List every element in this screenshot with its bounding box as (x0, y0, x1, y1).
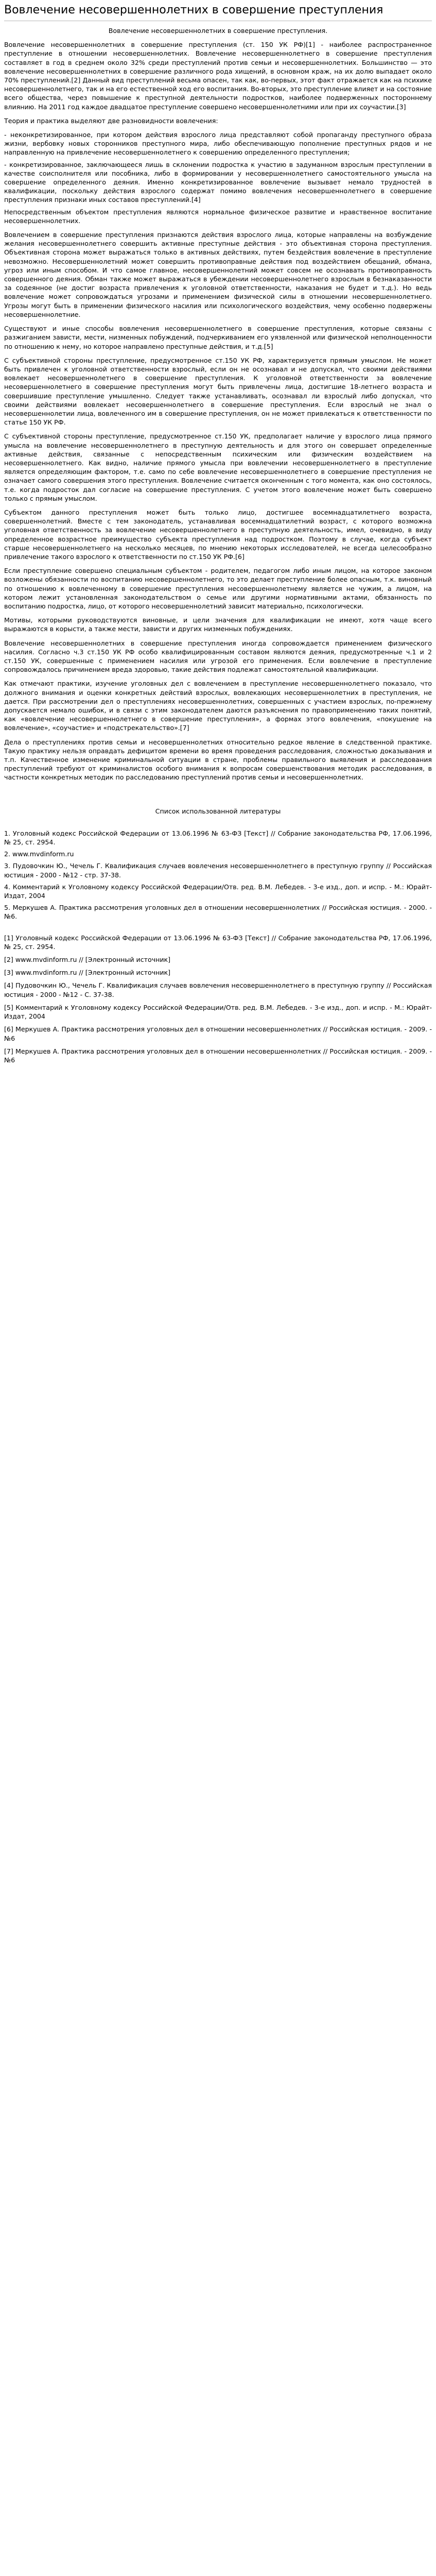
references-list (4, 829, 432, 921)
intro-paragraph: Вовлечение несовершеннолетних в совершение преступления (ст. 150 УК РФ)[1] - наиболее распространенное преступление в отношении несовершеннолетних. Вовлечение несовершеннолетнего в совершение преступления составляет в год в среднем около 32% среди преступлений против семьи и несовершеннолетних. Большинство — это вовлечение несовершеннолетних в совершение различного рода хищений, в основном краж, на их долю выпадает около 70% преступлений.[2] Данный вид преступлений весьма опасен, так как, во-первых, этот факт отражается как на психике несовершеннолетнего, так и на его естественной ход его воспитания. Во-вторых, это преступление влияет и на состояние всего общества, через повышение к преступной деятельности подростков, наиболее подверженных постороннему влиянию. На 2011 год каждое двадцатое преступление совершено несовершеннолетними или при их соучастии.[3] (4, 41, 432, 111)
reference-item: 2. www.mvdinform.ru (4, 850, 74, 858)
body-paragraph: Дела о преступлениях против семьи и несовершеннолетних относительно редкое явление в следственной практике. Такую практику нельзя оправдать дефицитом времени во время проведения расследования, сложностью доказывания и т.п. Качественное изменение криминальной ситуации в стране, проблемы правильного выявления и расследования преступлений требуют от криминалистов особого внимания к вопросам совершенствования методик расследования, в частности конкретных методик по расследованию преступлений против семьи и несовершеннолетних. (4, 738, 432, 782)
body-paragraph: Существуют и иные способы вовлечения несовершеннолетнего в совершение преступления, которые связаны с разжиганием зависти, мести, низменных побуждений, подчеркиванием его уязвленной или физической неполноценности по отношению к нему, но которое направлено преступные действия, и т.д.[5] (4, 325, 432, 350)
body-paragraph: Вовлечение несовершеннолетних в совершение преступления иногда сопровождается применением физического насилия. Согласно ч.3 ст.150 УК РФ особо квалифицированным составом являются деяния, предусмотренные ч.1 и 2 ст.150 УК, совершенные с применением насилия или угрозой его применения. Если вовлечение в преступление сопровождалось причинением вреда здоровью, такие действия подлежат самостоятельной квалификации. (4, 639, 432, 674)
reference-item: 3. Пудовочкин Ю., Чечель Г. Квалификация случаев вовлечения несовершеннолетнего в преступную группу // Российская юстиция - 2000 - №12 - стр. 37-38. (4, 862, 432, 879)
types-list (4, 130, 432, 205)
document-page (0, 0, 436, 1079)
type-item: - неконкретизированное, при котором действия взрослого лица представляют собой пропаганду преступного образа жизни, вербовку новых сторонников преступного мира, либо обеспечивающую пополнение преступных рядов и не направленную на привлечение несовершеннолетнего к совершению определенного преступления; (4, 131, 432, 157)
body-paragraph: Если преступление совершено специальным субъектом - родителем, педагогом либо иным лицом, на которое законом возложены обязанности по воспитанию несовершеннолетнего, то это делает преступление более опасным, т.к. виновный по отношению к вовлеченному в совершение преступления несовершеннолетнему является не чужим, а лицом, на котором лежит установленная законодательством о семье или другими нормативными актами, обязанность по воспитанию подростка, лицо, от которого несовершеннолетний зависит материально, психологически. (4, 567, 432, 610)
spacer (4, 787, 432, 807)
reference-item: 5. Меркушев А. Практика рассмотрения уголовных дел в отношении несовершеннолетних // Российская юстиция. - 2000. - №6. (4, 904, 432, 921)
body-paragraph: Непосредственным объектом преступления являются нормальное физическое развитие и нравственное воспитание несовершеннолетних. (4, 208, 432, 225)
spacer (4, 924, 432, 934)
types-lead-paragraph: Теория и практика выделяют две разновидности вовлечения: (4, 116, 218, 125)
reference-item: 1. Уголовный кодекс Российской Федерации от 13.06.1996 № 63-ФЗ [Текст] // Собрание законодательства РФ, 17.06.1996, № 25, ст. 2954. (4, 829, 432, 846)
body-paragraph: С субъективной стороны преступление, предусмотренное ст.150 УК РФ, характеризуется прямым умыслом. Не может быть привлечен к уголовной ответственности взрослый, если он не осознавал и не допускал, что своими действиями вовлекает несовершеннолетнего в совершение преступления. К уголовной ответственности за вовлечение несовершеннолетнего в совершение преступления могут быть привлечены лица, достигшие 18-летнего возраста и совершившие преступление умышленно. Следует также устанавливать, осознавал ли взрослый либо допускал, что своими действиями вовлекает несовершеннолетнего в совершение преступления. Если взрослый не знал о несовершеннолетии лица, вовлеченного им в совершение преступления, он не может привлекаться к ответственности по статье 150 УК РФ. (4, 356, 432, 427)
body-paragraph: Как отмечают практики, изучение уголовных дел с вовлечением в преступление несовершеннолетнего показало, что должного внимания и оценки конкретных действий взрослых, вовлекающих несовершеннолетних в преступления, не дается. При рассмотрении дел о преступлениях несовершеннолетних, совершенных с участием взрослых, по-прежнему допускается немало ошибок, и в связи с этим законодателем даются разъяснения по правоприменению таких понятий, как «вовлечение несовершеннолетнего в совершение преступления», а формах этого вовлечения, «покушение на вовлечение», «соучастие» и «подстрекательство».[7] (4, 680, 432, 732)
document-subtitle: Вовлечение несовершеннолетних в совершение преступления. (108, 27, 328, 35)
body-paragraph: Мотивы, которыми руководствуются виновные, и цели значения для квалификации не имеют, хотя чаще всего выражаются в корысти, а также мести, зависти и других низменных побуждениях. (4, 616, 432, 633)
reference-item: 4. Комментарий к Уголовному кодексу Российской Федерации/Отв. ред. В.М. Лебедев. - 3-е изд., доп. и испр. - М.: Юрайт-Издат, 2004 (4, 883, 432, 900)
footnotes-list (4, 934, 432, 1064)
footnote-item: [1] Уголовный кодекс Российской Федерации от 13.06.1996 № 63-ФЗ [Текст] // Собрание законодательства РФ, 17.06.1996, № 25, ст. 2954. (4, 934, 432, 951)
footnote-item: [3] www.mvdinform.ru // [Электронный источник] (4, 969, 171, 977)
footnote-item: [4] Пудовочкин Ю., Чечель Г. Квалификация случаев вовлечения несовершеннолетнего в преступную группу // Российская юстиция - 2000 - №12 - С. 37-38. (4, 981, 432, 998)
footnote-item: [6] Меркушев А. Практика рассмотрения уголовных дел в отношении несовершеннолетних // Российская юстиция. - 2009. - №6 (4, 1025, 432, 1042)
document-content (4, 26, 432, 1064)
body-paragraph: Субъектом данного преступления может быть только лицо, достигшее восемнадцатилетнего возраста, совершеннолетний. Вместе с тем законодатель, устанавливая восемнадцатилетний возраст, с которого возможна уголовная ответственность за вовлечение несовершеннолетнего в преступную деятельность, имел, очевидно, в виду определенное возрастное преимущество субъекта преступления над подростком. Поэтому в случае, когда субъект старше несовершеннолетнего на несколько месяцев, по мнению некоторых исследователей, не всегда целесообразно привлечение такого взрослого к ответственности по ст.150 УК РФ.[6] (4, 508, 432, 561)
footnote-item: [5] Комментарий к Уголовному кодексу Российской Федерации/Отв. ред. В.М. Лебедев. - 3-е изд., доп. и испр. - М.: Юрайт-Издат, 2004 (4, 1003, 432, 1021)
body-paragraph: Вовлечением в совершение преступления признаются действия взрослого лица, которые направлены на возбуждение желания несовершеннолетнего совершить активные преступные действия - это объективная сторона преступления. Объективная сторона может выражаться только в активных действиях, путем бездействия вовлечение в преступление невозможно. Несовершеннолетний может совершить противоправные действия под воздействием обещаний, обмана, угроз или иным способом. И что самое главное, несовершеннолетний может совсем не осознавать противоправность совершенного деяния. Обман также может выражаться в убеждении несовершеннолетнего взрослым в безнаказанности за содеянное (не достиг возраста привлечения к уголовной ответственности, наказания не будет и т.д.). Но ведь вовлечение может сопровождаться угрозами и применением физической силы в отношении несовершеннолетнего. Угрозы могут быть в применении физического насилия или психологического воздействия, чему особенно подвержены несовершеннолетние. (4, 231, 432, 318)
type-item: - конкретизированное, заключающееся лишь в склонении подростка к участию в задуманном взрослым преступлении в качестве соисполнителя или пособника, либо в формировании у несовершеннолетнего самостоятельного умысла на совершение определенного деяния. Именно конкретизированное вовлечение вызывает немало трудностей в квалификации, поскольку действия взрослого содержат помимо вовлечения несовершеннолетнего в совершение преступления признаки иных составов преступлений.[4] (4, 160, 432, 204)
body-paragraph: С субъективной стороны преступление, предусмотренное ст.150 УК, предполагает наличие у взрослого лица прямого умысла на вовлечение несовершеннолетнего в преступную деятельность и для этого он совершает определенные активные действия, связанные с непосредственным психическим или физическим воздействием на несовершеннолетнего. Как видно, наличие прямого умысла при вовлечении несовершеннолетнего в преступление является определяющим фактором, т.е. само по себе вовлечение несовершеннолетнего в совершение преступления не означает самого совершения этого преступления. Вовлечение считается оконченным с того момента, как оно состоялось, т.е. когда подросток дал согласие на совершение преступления. С учетом этого вовлечение может быть совершено только с прямым умыслом. (4, 432, 432, 502)
references-title: Список использованной литературы (155, 807, 281, 815)
footnote-item: [2] www.mvdinform.ru // [Электронный источник] (4, 956, 171, 964)
page-title: Вовлечение несовершеннолетних в совершение преступления (4, 3, 432, 21)
footnote-item: [7] Меркушев А. Практика рассмотрения уголовных дел в отношении несовершеннолетних // Российская юстиция. - 2009. - №6 (4, 1047, 432, 1064)
